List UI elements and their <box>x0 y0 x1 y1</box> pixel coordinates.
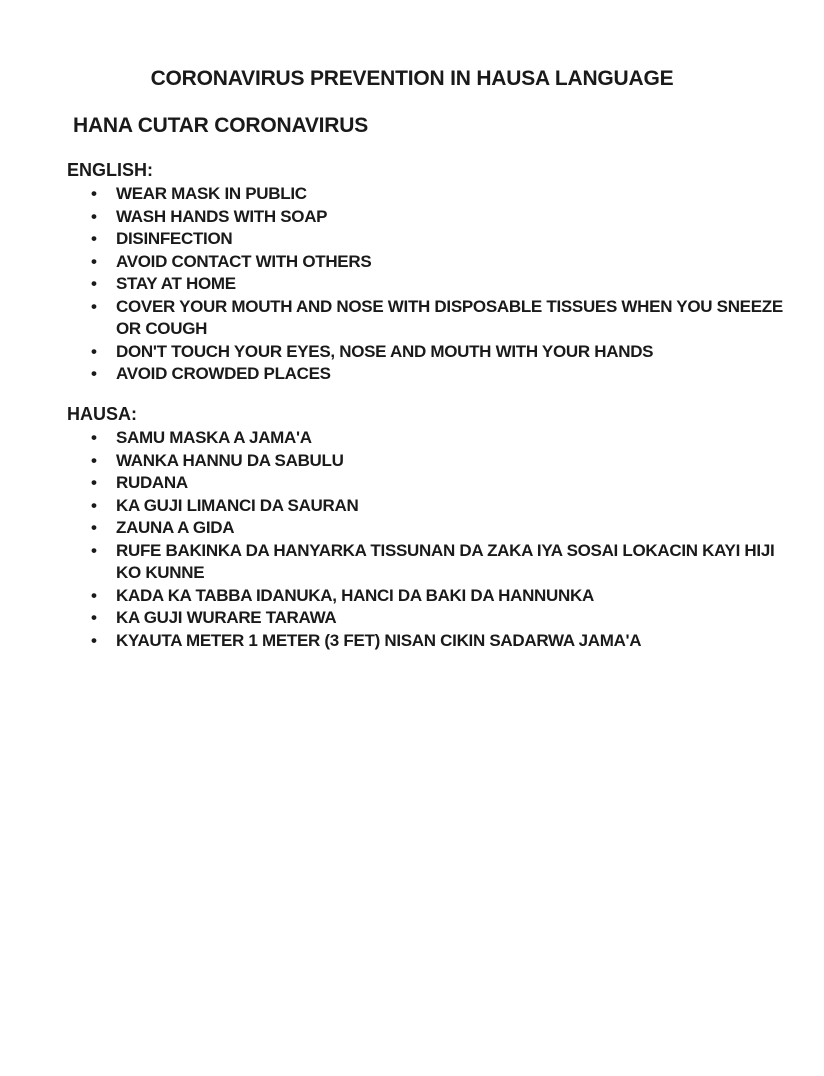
list-item <box>91 341 787 364</box>
list-item <box>91 296 787 341</box>
bullet-icon: • <box>91 251 97 271</box>
list-item-text: DON'T TOUCH YOUR EYES, NOSE AND MOUTH WITH YOUR HANDS <box>116 341 654 361</box>
list-item-text: SAMU MASKA A JAMA'A <box>116 428 312 447</box>
bullet-icon: • <box>91 495 97 515</box>
list-item-text: ZAUNA A GIDA <box>116 518 235 537</box>
page-title: CORONAVIRUS PREVENTION IN HAUSA LANGUAGE <box>150 67 674 90</box>
list-item-text: DISINFECTION <box>116 229 233 248</box>
bullet-icon: • <box>91 206 97 226</box>
bullet-icon: • <box>91 341 97 361</box>
bullet-icon: • <box>91 540 97 560</box>
list-item <box>91 251 787 274</box>
list-item <box>91 206 787 229</box>
bullet-icon: • <box>91 364 97 383</box>
list-item <box>91 585 787 608</box>
english-section <box>67 159 787 386</box>
hausa-list <box>67 427 787 652</box>
bullet-icon: • <box>91 274 97 293</box>
bullet-icon: • <box>91 473 97 492</box>
list-item-text: KYAUTA METER 1 METER (3 FET) NISAN CIKIN SADARWA JAMA'A <box>116 630 642 650</box>
english-heading: ENGLISH: <box>67 160 154 180</box>
bullet-icon: • <box>91 585 97 605</box>
bullet-icon: • <box>91 518 97 537</box>
list-item-text: RUDANA <box>116 473 188 492</box>
list-item <box>91 540 787 585</box>
bullet-icon: • <box>91 608 97 627</box>
list-item-text: RUFE BAKINKA DA HANYARKA TISSUNAN DA ZAKA IYA SOSAI LOKACIN KAYI HIJI KO KUNNE <box>116 540 775 582</box>
list-item <box>91 273 787 296</box>
page-subtitle: HANA CUTAR CORONAVIRUS <box>73 114 369 137</box>
list-item <box>91 427 787 450</box>
list-item-text: WANKA HANNU DA SABULU <box>116 450 344 470</box>
hausa-heading: HAUSA: <box>67 404 137 424</box>
list-item <box>91 607 787 630</box>
english-list <box>67 183 787 386</box>
list-item-text: STAY AT HOME <box>116 274 236 293</box>
bullet-icon: • <box>91 184 97 203</box>
list-item <box>91 228 787 251</box>
list-item <box>91 517 787 540</box>
list-item-text: WEAR MASK IN PUBLIC <box>116 184 307 203</box>
list-item-text: COVER YOUR MOUTH AND NOSE WITH DISPOSABLE TISSUES WHEN YOU SNEEZE OR COUGH <box>116 296 783 338</box>
list-item-text: AVOID CROWDED PLACES <box>116 364 331 383</box>
list-item-text: KADA KA TABBA IDANUKA, HANCI DA BAKI DA HANNUNKA <box>116 585 594 605</box>
list-item <box>91 450 787 473</box>
list-item-text: WASH HANDS WITH SOAP <box>116 206 328 226</box>
bullet-icon: • <box>91 296 97 316</box>
list-item <box>91 472 787 495</box>
bullet-icon: • <box>91 428 97 447</box>
list-item <box>91 630 787 653</box>
bullet-icon: • <box>91 229 97 248</box>
list-item-text: AVOID CONTACT WITH OTHERS <box>116 251 372 271</box>
hausa-section <box>67 403 787 652</box>
bullet-icon: • <box>91 450 97 470</box>
list-item <box>91 495 787 518</box>
list-item <box>91 363 787 386</box>
list-item <box>91 183 787 206</box>
bullet-icon: • <box>91 630 97 650</box>
list-item-text: KA GUJI WURARE TARAWA <box>116 608 337 627</box>
list-item-text: KA GUJI LIMANCI DA SAURAN <box>116 495 359 515</box>
